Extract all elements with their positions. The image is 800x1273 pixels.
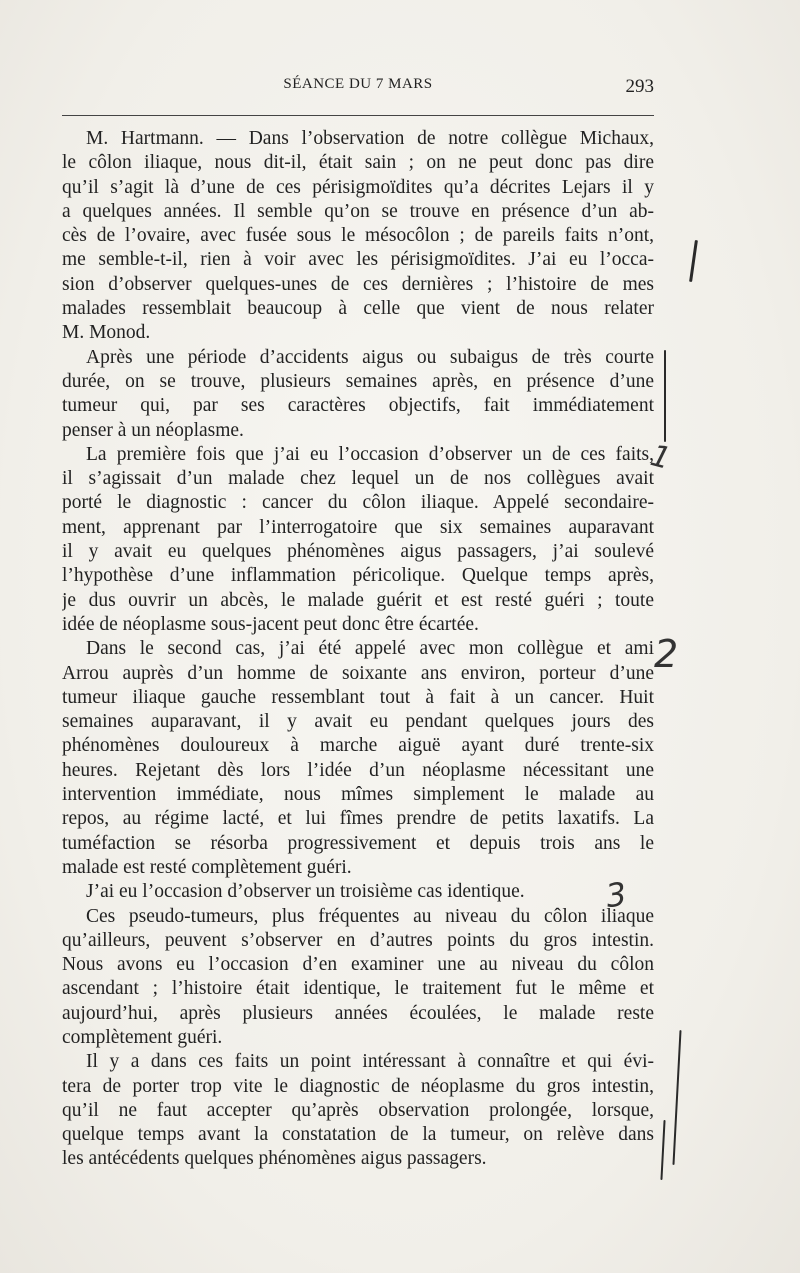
margin-pencil-stroke <box>672 1030 681 1165</box>
text-line: phénomènes douloureux à marche aiguë ayant duré trente-six <box>62 735 654 757</box>
text-line: ment, apprenant par l’interrogatoire que six semaines auparavant <box>62 516 654 538</box>
text-line: idée de néoplasme sous-jacent peut donc être écartée. <box>62 613 479 635</box>
body-text <box>62 127 654 1172</box>
text-line: La première fois que j’ai eu l’occasion d’observer un de ces faits, <box>86 443 654 465</box>
margin-bracket-stroke <box>664 350 666 442</box>
text-line: les antécédents quelques phénomènes aigus passagers. <box>62 1148 487 1170</box>
text-line: je dus ouvrir un abcès, le malade guérit et est resté guéri ; toute <box>62 589 654 611</box>
text-line: qu’il ne faut accepter qu’après observation prolongée, lorsque, <box>62 1099 654 1121</box>
text-line: complètement guéri. <box>62 1026 223 1048</box>
text-line: Après une période d’accidents aigus ou subaigus de très courte <box>86 346 654 368</box>
text-line: tumeur iliaque gauche ressemblant tout à fait à un cancer. Huit <box>62 686 654 708</box>
text-line: tera de porter trop vite le diagnostic de néoplasme du gros intestin, <box>62 1075 654 1097</box>
text-line: qu’il s’agit là d’une de ces périsigmoïdites qu’a décrites Lejars il y <box>62 176 654 198</box>
running-title: SÉANCE DU 7 MARS <box>283 76 433 92</box>
header-rule <box>62 115 654 116</box>
text-line: ascendant ; l’histoire était identique, le traitement fut le même et <box>62 978 654 1000</box>
text-line: Nous avons eu l’occasion d’en examiner une au niveau du côlon <box>62 954 654 976</box>
text-line: intervention immédiate, nous mîmes simplement le malade au <box>62 784 654 806</box>
text-line: me semble-t-il, rien à voir avec les périsigmoïdites. J’ai eu l’occa- <box>62 249 654 271</box>
text-line: heures. Rejetant dès lors l’idée d’un néoplasme nécessitant une <box>62 759 654 781</box>
text-line: penser à un néoplasme. <box>62 419 244 441</box>
margin-mark-3: 3 <box>603 874 629 916</box>
text-line: malades ressemblait beaucoup à celle que vient de nous relater <box>62 298 654 320</box>
text-line: l’hypothèse d’une inflammation péricolique. Quelque temps après, <box>62 565 654 587</box>
text-line: Arrou auprès d’un homme de soixante ans environ, porteur d’une <box>62 662 654 684</box>
text-line: Dans le second cas, j’ai été appelé avec mon collègue et ami <box>86 638 654 660</box>
page-header <box>62 76 654 100</box>
text-line: J’ai eu l’occasion d’observer un troisième cas identique. <box>86 881 525 903</box>
text-line: porté le diagnostic : cancer du côlon iliaque. Appelé secondaire- <box>62 492 654 514</box>
text-line: qu’ailleurs, peuvent s’observer en d’autres points du gros intestin. <box>62 929 654 951</box>
text-line: le côlon iliaque, nous dit-il, était sain ; on ne peut donc pas dire <box>62 152 654 174</box>
text-line: Ces pseudo-tumeurs, plus fréquentes au niveau du côlon iliaque <box>86 905 654 927</box>
margin-mark-2: 2 <box>654 632 679 676</box>
text-line: malade est resté complètement guéri. <box>62 856 352 878</box>
text-line: semaines auparavant, il y avait eu pendant quelques jours des <box>62 711 654 733</box>
margin-mark-1: 1 <box>646 438 675 477</box>
text-line: il y avait eu quelques phénomènes aigus passagers, j’ai soulevé <box>62 541 654 563</box>
page-number: 293 <box>625 76 654 97</box>
text-line: sion d’observer quelques-unes de ces dernières ; l’histoire de mes <box>62 273 654 295</box>
text-line: il s’agissait d’un malade chez lequel un de nos collègues avait <box>62 468 654 490</box>
margin-pencil-stroke <box>660 1120 665 1180</box>
margin-pencil-stroke <box>689 240 698 282</box>
text-line: Il y a dans ces faits un point intéressant à connaître et qui évi- <box>86 1051 654 1073</box>
text-line: M. Hartmann. — Dans l’observation de notre collègue Michaux, <box>86 128 654 149</box>
text-line: aujourd’hui, après plusieurs années écoulées, le malade reste <box>62 1002 654 1024</box>
text-line: repos, au régime lacté, et lui fîmes prendre de petits laxatifs. La <box>62 808 654 830</box>
text-line: tuméfaction se résorba progressivement et depuis trois ans le <box>62 832 654 854</box>
text-line: cès de l’ovaire, avec fusée sous le mésocôlon ; de pareils faits n’ont, <box>62 225 654 247</box>
text-line: durée, on se trouve, plusieurs semaines après, en présence d’une <box>62 370 654 392</box>
text-line: M. Monod. <box>62 322 151 344</box>
text-line: quelque temps avant la constatation de la tumeur, on relève dans <box>62 1124 654 1146</box>
text-line: tumeur qui, par ses caractères objectifs, fait immédiatement <box>62 395 654 417</box>
text-line: a quelques années. Il semble qu’on se trouve en présence d’un ab- <box>62 200 654 222</box>
